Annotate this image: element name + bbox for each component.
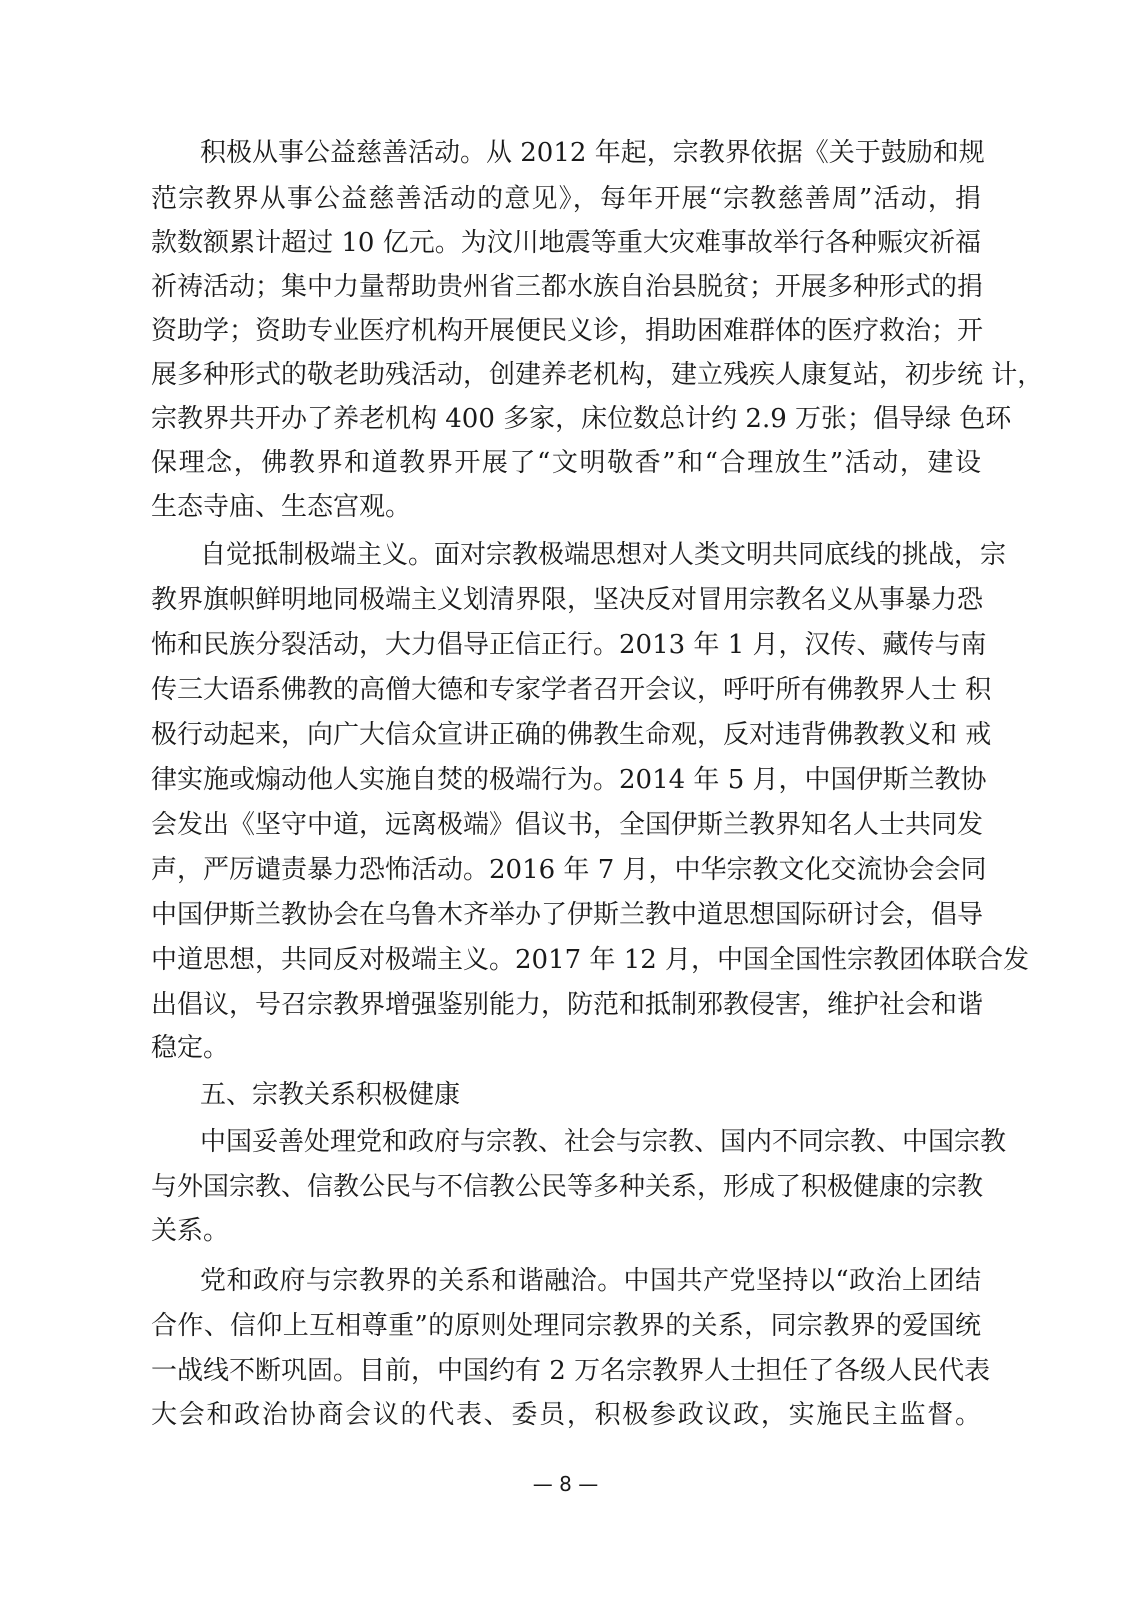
paragraph-4-line-2: 合作、信仰上互相尊重”的原则处理同宗教界的关系，同宗教界的爱国统 (151, 1311, 981, 1341)
paragraph-2-line-2: 教界旗帜鲜明地同极端主义划清界限，坚决反对冒用宗教名义从事暴力恐 (151, 585, 984, 615)
paragraph-1-line-3: 款数额累计超过 10 亿元。为汶川地震等重大灾难事故举行各种赈灾祈福 (151, 228, 981, 258)
paragraph-2-line-8: 声，严厉谴责暴力恐怖活动。2016 年 7 月，中华宗教文化交流协会会同 (151, 855, 987, 885)
paragraph-2-line-12: 稳定。 (151, 1033, 230, 1063)
paragraph-2-line-10: 中道思想，共同反对极端主义。2017 年 12 月，中国全国性宗教团体联合发 (151, 945, 1030, 975)
paragraph-3-line-3: 关系。 (151, 1216, 230, 1246)
paragraph-2-line-4: 传三大语系佛教的高僧大德和专家学者召开会议，呼吁所有佛教界人士 积 (151, 675, 992, 705)
paragraph-2-line-7: 会发出《坚守中道，远离极端》倡议书，全国伊斯兰教界知名人士共同发 (151, 810, 984, 840)
paragraph-2-line-1: 自觉抵制极端主义。面对宗教极端思想对人类文明共同底线的挑战，宗 (200, 540, 1007, 570)
paragraph-3-line-2: 与外国宗教、信教公民与不信教公民等多种关系，形成了积极健康的宗教 (151, 1172, 984, 1202)
paragraph-1-line-5: 资助学；资助专业医疗机构开展便民义诊，捐助困难群体的医疗救治；开 (151, 316, 984, 346)
paragraph-2-line-9: 中国伊斯兰教协会在乌鲁木齐举办了伊斯兰教中道思想国际研讨会，倡导 (151, 900, 984, 930)
page-number: — 8 — (532, 1472, 599, 1496)
paragraph-1-line-4: 祈祷活动；集中力量帮助贵州省三都水族自治县脱贫；开展多种形式的捐 (151, 272, 984, 302)
paragraph-2-line-11: 出倡议，号召宗教界增强鉴别能力，防范和抵制邪教侵害，维护社会和谐 (151, 990, 984, 1020)
paragraph-2-line-3: 怖和民族分裂活动，大力倡导正信正行。2013 年 1 月，汉传、藏传与南 (151, 630, 987, 660)
paragraph-4-line-4: 大会和政治协商会议的代表、委员，积极参政议政，实施民主监督。 (151, 1400, 981, 1430)
section-heading: 五、宗教关系积极健康 (200, 1080, 461, 1110)
paragraph-3-line-1: 中国妥善处理党和政府与宗教、社会与宗教、国内不同宗教、中国宗教 (200, 1127, 1007, 1157)
paragraph-1-line-8: 保理念，佛教界和道教界开展了“文明敬香”和“合理放生”活动，建设 (151, 448, 981, 478)
paragraph-4-line-1: 党和政府与宗教界的关系和谐融洽。中国共产党坚持以“政治上团结 (200, 1266, 981, 1296)
paragraph-2-line-5: 极行动起来，向广大信众宣讲正确的佛教生命观，反对违背佛教教义和 戒 (151, 720, 992, 750)
paragraph-1-line-9: 生态寺庙、生态宫观。 (151, 492, 412, 522)
paragraph-1-line-1: 积极从事公益慈善活动。从 2012 年起，宗教界依据《关于鼓励和规 (200, 138, 985, 168)
paragraph-1-line-7: 宗教界共开办了养老机构 400 多家，床位数总计约 2.9 万张；倡导绿 色环 (151, 404, 1012, 434)
paragraph-2-line-6: 律实施或煽动他人实施自焚的极端行为。2014 年 5 月，中国伊斯兰教协 (151, 765, 987, 795)
paragraph-4-line-3: 一战线不断巩固。目前，中国约有 2 万名宗教界人士担任了各级人民代表 (151, 1356, 991, 1386)
paragraph-1-line-2: 范宗教界从事公益慈善活动的意见》，每年开展“宗教慈善周”活动，捐 (151, 184, 981, 214)
paragraph-1-line-6: 展多种形式的敬老助残活动，创建养老机构，建立残疾人康复站，初步统 计， (151, 360, 1044, 390)
